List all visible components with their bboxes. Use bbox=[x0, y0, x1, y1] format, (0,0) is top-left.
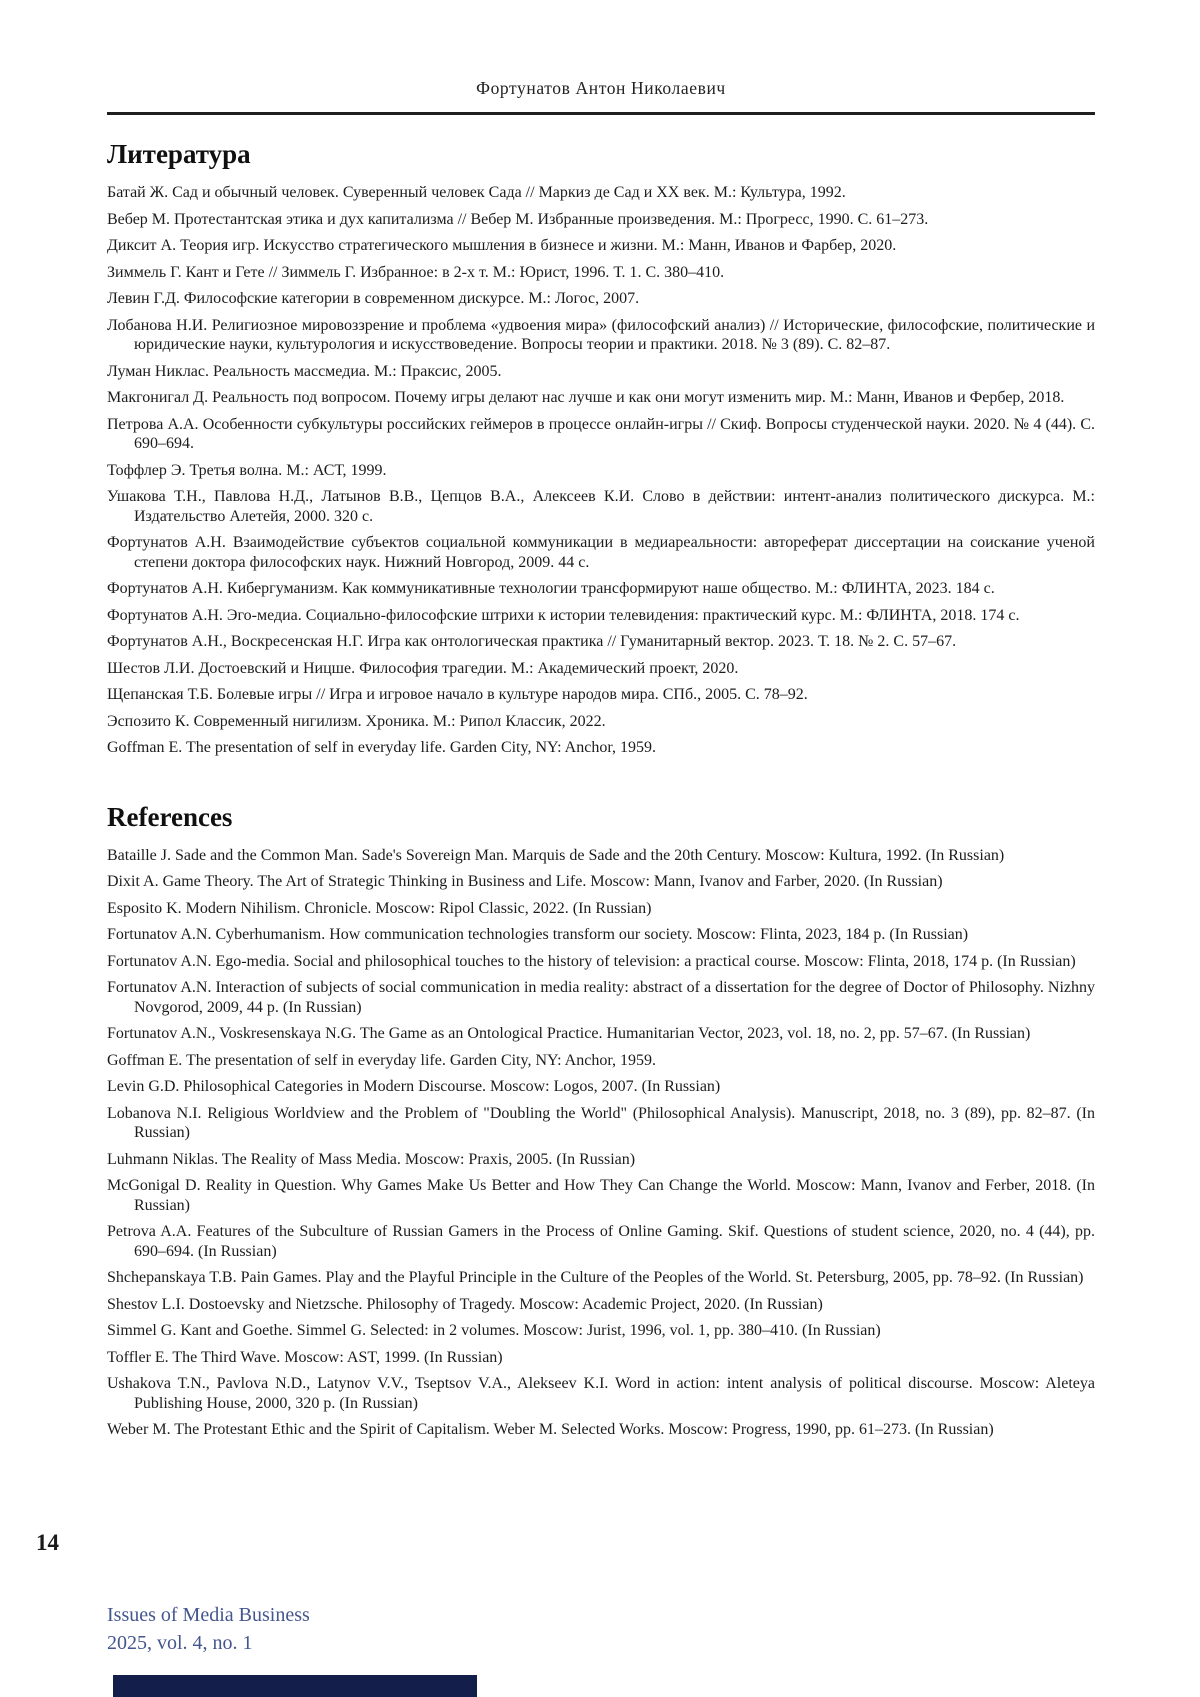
reference-entry: Goffman E. The presentation of self in everyday life. Garden City, NY: Anchor, 1959. bbox=[107, 1051, 657, 1069]
reference-entry: Макгонигал Д. Реальность под вопросом. Почему игры делают нас лучше и как они могут изменить мир. М.: Манн, Иванов и Фербер, 2018. bbox=[107, 389, 1065, 406]
reference-entry: Лобанова Н.И. Религиозное мировоззрение и проблема «удвоения мира» (философский анализ) // Исторические, философские, политические и юридические науки, культурология и искусствоведение. Вопросы теории и практики. 2018. № 3 (89). С. 82–87. bbox=[107, 316, 1095, 353]
reference-entry: Щепанская Т.Б. Болевые игры // Игра и игровое начало в культуре народов мира. СПб., 2005. С. 78–92. bbox=[107, 686, 808, 703]
reference-entry: Фортунатов А.Н. Эго-медиа. Социально-философские штрихи к истории телевидения: практический курс. М.: ФЛИНТА, 2018. 174 с. bbox=[107, 606, 1020, 624]
references-section-heading: References bbox=[107, 801, 233, 832]
reference-entry: Ushakova T.N., Pavlova N.D., Latynov V.V., Tseptsov V.A., Alekseev K.I. Word in action: intent analysis of political discourse. Moscow: Aleteya Publishing House, 2000, 320 p. (In Russian) bbox=[107, 1375, 1095, 1412]
journal-issue-info: 2025, vol. 4, no. 1 bbox=[107, 1632, 253, 1654]
reference-entry: Bataille J. Sade and the Common Man. Sade's Sovereign Man. Marquis de Sade and the 20th Century. Moscow: Kultura, 1992. (In Russian) bbox=[107, 846, 1005, 864]
running-head-author: Фортунатов Антон Николаевич bbox=[476, 78, 726, 98]
reference-entry: Тоффлер Э. Третья волна. М.: АСТ, 1999. bbox=[107, 461, 387, 479]
literature-reference-list bbox=[107, 183, 1095, 758]
reference-entry: Simmel G. Kant and Goethe. Simmel G. Selected: in 2 volumes. Moscow: Jurist, 1996, vol. 1, pp. 380–410. (In Russian) bbox=[107, 1322, 881, 1339]
reference-entry: Luhmann Niklas. The Reality of Mass Media. Moscow: Praxis, 2005. (In Russian) bbox=[107, 1150, 636, 1168]
reference-entry: Fortunatov A.N. Ego-media. Social and philosophical touches to the history of television: a practical course. Moscow: Flinta, 2018, 174 p. (In Russian) bbox=[107, 952, 1076, 970]
reference-entry: Фортунатов А.Н., Воскресенская Н.Г. Игра как онтологическая практика // Гуманитарный вектор. 2023. Т. 18. № 2. С. 57–67. bbox=[107, 633, 957, 650]
reference-entry: Фортунатов А.Н. Кибергуманизм. Как коммуникативные технологии трансформируют наше общество. М.: ФЛИНТА, 2023. 184 с. bbox=[107, 580, 995, 597]
literature-section-heading: Литература bbox=[107, 139, 251, 169]
footer-accent-bar bbox=[113, 1675, 477, 1697]
reference-entry: Fortunatov A.N. Cyberhumanism. How communication technologies transform our society. Moscow: Flinta, 2023, 184 p. (In Russian) bbox=[107, 926, 969, 943]
reference-entry: Ушакова Т.Н., Павлова Н.Д., Латынов В.В., Цепцов В.А., Алексеев К.И. Слово в действии: интент-анализ политического дискурса. М.: Издательство Алетейя, 2000. 320 с. bbox=[107, 488, 1095, 525]
journal-footer bbox=[107, 1601, 310, 1657]
reference-entry: Fortunatov A.N., Voskresenskaya N.G. The Game as an Ontological Practice. Humanitarian Vector, 2023, vol. 18, no. 2, pp. 57–67. (In Russian) bbox=[107, 1025, 1031, 1042]
reference-entry: Petrova A.A. Features of the Subculture of Russian Gamers in the Process of Online Gaming. Skif. Questions of student science, 2020, no. 4 (44), pp. 690–694. (In Russian) bbox=[107, 1223, 1095, 1260]
reference-entry: Shestov L.I. Dostoevsky and Nietzsche. Philosophy of Tragedy. Moscow: Academic Project, 2020. (In Russian) bbox=[107, 1295, 823, 1313]
reference-entry: Fortunatov A.N. Interaction of subjects of social communication in media reality: abstract of a dissertation for the degree of Doctor of Philosophy. Nizhny Novgorod, 2009, 44 p. (In Russian) bbox=[107, 979, 1095, 1016]
reference-entry: Lobanova N.I. Religious Worldview and the Problem of "Doubling the World" (Philosophical Analysis). Manuscript, 2018, no. 3 (89), pp. 82–87. (In Russian) bbox=[107, 1104, 1095, 1141]
reference-entry: Батай Ж. Сад и обычный человек. Суверенный человек Сада // Маркиз де Сад и XX век. М.: Культура, 1992. bbox=[107, 184, 846, 201]
reference-entry: Шестов Л.И. Достоевский и Ницше. Философия трагедии. М.: Академический проект, 2020. bbox=[107, 659, 739, 677]
reference-entry: Dixit A. Game Theory. The Art of Strategic Thinking in Business and Life. Moscow: Mann, Ivanov and Farber, 2020. (In Russian) bbox=[107, 873, 943, 890]
reference-entry: Shchepanskaya T.B. Pain Games. Play and the Playful Principle in the Culture of the Peoples of the World. St. Petersburg, 2005, pp. 78–92. (In Russian) bbox=[107, 1269, 1084, 1286]
reference-entry: Луман Никлас. Реальность массмедиа. М.: Праксис, 2005. bbox=[107, 362, 502, 380]
reference-entry: Weber M. The Protestant Ethic and the Spirit of Capitalism. Weber M. Selected Works. Moscow: Progress, 1990, pp. 61–273. (In Russian) bbox=[107, 1421, 994, 1438]
reference-entry: Toffler E. The Third Wave. Moscow: AST, 1999. (In Russian) bbox=[107, 1348, 503, 1366]
reference-entry: Levin G.D. Philosophical Categories in Modern Discourse. Moscow: Logos, 2007. (In Russian) bbox=[107, 1078, 721, 1095]
reference-entry: McGonigal D. Reality in Question. Why Games Make Us Better and How They Can Change the World. Moscow: Mann, Ivanov and Ferber, 2018. (In Russian) bbox=[107, 1177, 1095, 1214]
header-rule bbox=[107, 112, 1095, 115]
reference-entry: Левин Г.Д. Философские категории в современном дискурсе. М.: Логос, 2007. bbox=[107, 290, 640, 307]
reference-entry: Петрова А.А. Особенности субкультуры российских геймеров в процессе онлайн-игры // Скиф. Вопросы студенческой науки. 2020. № 4 (44). С. 690–694. bbox=[107, 415, 1095, 452]
journal-title: Issues of Media Business bbox=[107, 1604, 310, 1626]
reference-entry: Esposito K. Modern Nihilism. Chronicle. Moscow: Ripol Classic, 2022. (In Russian) bbox=[107, 899, 652, 917]
english-reference-list bbox=[107, 846, 1095, 1440]
reference-entry: Фортунатов А.Н. Взаимодействие субъектов социальной коммуникации в медиареальности: автореферат диссертации на соискание ученой степени доктора философских наук. Нижний Новгород, 2009. 44 с. bbox=[107, 534, 1095, 571]
reference-entry: Goffman E. The presentation of self in everyday life. Garden City, NY: Anchor, 1959. bbox=[107, 739, 657, 756]
reference-entry: Зиммель Г. Кант и Гете // Зиммель Г. Избранное: в 2-х т. М.: Юрист, 1996. Т. 1. С. 380–410. bbox=[107, 263, 725, 281]
reference-entry: Вебер М. Протестантская этика и дух капитализма // Вебер М. Избранные произведения. М.: Прогресс, 1990. С. 61–273. bbox=[107, 210, 929, 228]
reference-entry: Эспозито К. Современный нигилизм. Хроника. М.: Рипол Классик, 2022. bbox=[107, 712, 606, 730]
page-number: 14 bbox=[36, 1530, 59, 1555]
reference-entry: Диксит А. Теория игр. Искусство стратегического мышления в бизнесе и жизни. М.: Манн, Иванов и Фарбер, 2020. bbox=[107, 237, 897, 254]
